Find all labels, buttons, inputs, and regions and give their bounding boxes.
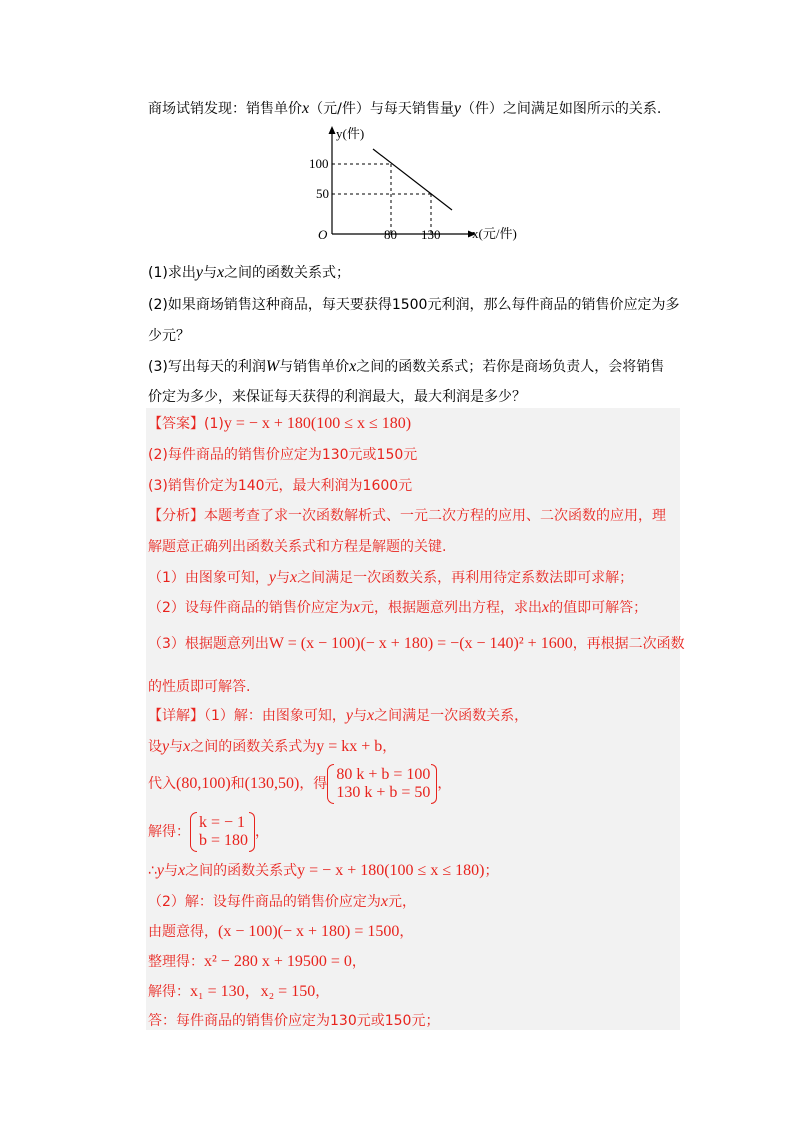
therefore-symbol: ∴ — [148, 863, 157, 879]
answer-2: (2)每件商品的销售价应定为130元或150元 — [148, 447, 418, 463]
analysis-line-1: 【分析】本题考查了求一次函数解析式、一元二次方程的应用、二次函数的应用，理 — [148, 508, 666, 524]
y-axis-label: y(件) — [336, 126, 365, 141]
text: 与 — [164, 863, 179, 879]
detail-9 — [148, 982, 329, 1002]
q3-text: 与销售单价 — [279, 359, 350, 375]
function-line — [373, 149, 452, 210]
var-x: x — [349, 358, 357, 375]
text: 解得： — [148, 824, 190, 840]
x-tick-130: 130 — [421, 227, 441, 242]
origin-label: O — [318, 227, 328, 242]
text: 与 — [353, 708, 368, 724]
text: 整理得： — [148, 954, 204, 970]
question-2-line-2: 少元？ — [148, 328, 190, 344]
text: ， — [351, 954, 366, 970]
x-tick-80: 80 — [384, 227, 397, 242]
var-y: y — [268, 569, 277, 586]
var-x: x — [542, 599, 550, 616]
equation-system-1 — [336, 766, 430, 802]
text: ， — [437, 776, 452, 792]
text: 之间满足一次函数关系，再利用待定系数法即可求解； — [297, 570, 634, 586]
roots-math: x₁ = 130，x₂ = 150 — [190, 983, 316, 1000]
text: ， — [399, 924, 414, 940]
y-tick-50: 50 — [316, 186, 329, 201]
brace-icon — [190, 812, 197, 852]
var-w: W — [265, 358, 280, 375]
intro-text-2: （元/件）与每天销售量 — [309, 101, 454, 117]
text: ， — [382, 739, 397, 755]
question-2-line-1: (2)如果商场销售这种商品，每天要获得1500元利润，那么每件商品的销售价应定为多 — [148, 297, 680, 313]
profit-function-math: W = (x − 100)(− x + 180) = −(x − 140)² + 1600 — [268, 635, 573, 652]
analysis-step-1 — [148, 568, 633, 588]
text: 和 — [230, 776, 245, 792]
text: 设 — [148, 739, 162, 755]
equation: 130 k + b = 50 — [336, 784, 431, 801]
question-3-line-1 — [148, 357, 664, 377]
solution-system — [199, 814, 248, 850]
linear-form-math: y = kx + b — [316, 738, 383, 755]
var-x: x — [380, 893, 389, 910]
intro-text-1: 商场试销发现：销售单价 — [148, 101, 302, 117]
analysis-step-2 — [148, 598, 647, 618]
x-axis-label: x(元/件) — [472, 226, 517, 241]
function-math: y = − x + 180(100 ≤ x ≤ 180) — [297, 862, 485, 879]
text: ， — [315, 984, 330, 1000]
text: ，再根据二次函数 — [572, 636, 685, 652]
equation: b = 180 — [199, 832, 249, 849]
price-sales-graph — [300, 122, 530, 246]
text: 之间满足一次函数关系， — [374, 708, 529, 724]
text: ， — [255, 824, 270, 840]
answer-num: (1) — [204, 416, 224, 432]
question-3-line-2: 价定为多少，来保证每天获得的利润最大，最大利润是多少？ — [148, 389, 526, 405]
y-axis-arrow-icon — [329, 126, 336, 134]
text: （2）设每件商品的销售价应定为 — [148, 600, 353, 616]
detail-4 — [148, 812, 269, 852]
detail-1 — [148, 706, 528, 726]
answer-3: (3)销售价定为140元，最大利润为1600元 — [148, 478, 413, 494]
text: 由题意得， — [148, 924, 218, 940]
text: 与 — [276, 570, 291, 586]
q1-text: 之间的函数关系式； — [224, 265, 351, 281]
text: 元， — [388, 894, 417, 910]
var-x: x — [216, 264, 225, 281]
var-x: x — [367, 707, 375, 724]
detail-8 — [148, 952, 366, 972]
analysis-line-2: 解题意正确列出函数关系式和方程是解题的关键. — [148, 539, 447, 555]
text: ； — [484, 863, 499, 879]
text: （3）根据题意列出 — [148, 636, 269, 652]
var-y: y — [345, 707, 354, 724]
question-1 — [148, 263, 350, 283]
analysis-step-3 — [148, 634, 685, 654]
intro-text-3: （件）之间满足如图所示的关系. — [460, 101, 662, 117]
q3-text: 之间的函数关系式；若你是商场负责人，会将销售 — [356, 359, 665, 375]
text: （2）解：设每件商品的销售价应定为 — [148, 894, 381, 910]
q3-text: (3)写出每天的利润 — [148, 359, 266, 375]
detail-3 — [148, 764, 451, 804]
var-x: x — [183, 738, 191, 755]
text: 代入 — [148, 776, 176, 792]
var-y: y — [162, 738, 170, 755]
var-y: y — [453, 100, 461, 117]
y-tick-100: 100 — [309, 156, 329, 171]
text: 的值即可解答； — [549, 600, 648, 616]
answer-1 — [148, 414, 411, 434]
text: ，得 — [299, 776, 328, 792]
answer-tag: 【答案】 — [148, 416, 204, 432]
text: 【详解】（1）解：由图象可知， — [148, 708, 346, 724]
text: 之间的函数关系式 — [185, 863, 298, 879]
equation: k = − 1 — [199, 814, 246, 831]
detail-10: 答：每件商品的销售价应定为130元或150元； — [148, 1013, 440, 1029]
equation-math: (x − 100)(− x + 180) = 1500 — [218, 923, 400, 940]
answer-1-math: y = − x + 180(100 ≤ x ≤ 180) — [223, 415, 412, 432]
detail-2 — [148, 737, 396, 757]
brace-icon — [327, 764, 334, 804]
var-x: x — [178, 862, 186, 879]
text: 之间的函数关系式为 — [190, 739, 317, 755]
detail-5 — [148, 861, 498, 881]
text: 解得： — [148, 984, 190, 1000]
q1-text: (1)求出 — [148, 265, 196, 281]
var-x: x — [290, 569, 298, 586]
detail-6 — [148, 892, 416, 912]
var-x: x — [352, 599, 361, 616]
quadratic-math: x² − 280 x + 19500 = 0 — [204, 953, 352, 970]
var-y: y — [195, 264, 203, 281]
analysis-step-3-line-2: 的性质即可解答. — [148, 679, 251, 695]
point-2: (130,50) — [244, 775, 300, 792]
point-1: (80,100) — [176, 775, 231, 792]
var-y: y — [156, 862, 165, 879]
equation: 80 k + b = 100 — [336, 766, 431, 783]
problem-intro — [148, 99, 661, 119]
detail-7 — [148, 922, 413, 942]
q1-text: 与 — [202, 265, 217, 281]
text: （1）由图象可知， — [148, 570, 269, 586]
text: 元，根据题意列出方程，求出 — [360, 600, 543, 616]
text: 与 — [169, 739, 184, 755]
var-x: x — [302, 100, 310, 117]
